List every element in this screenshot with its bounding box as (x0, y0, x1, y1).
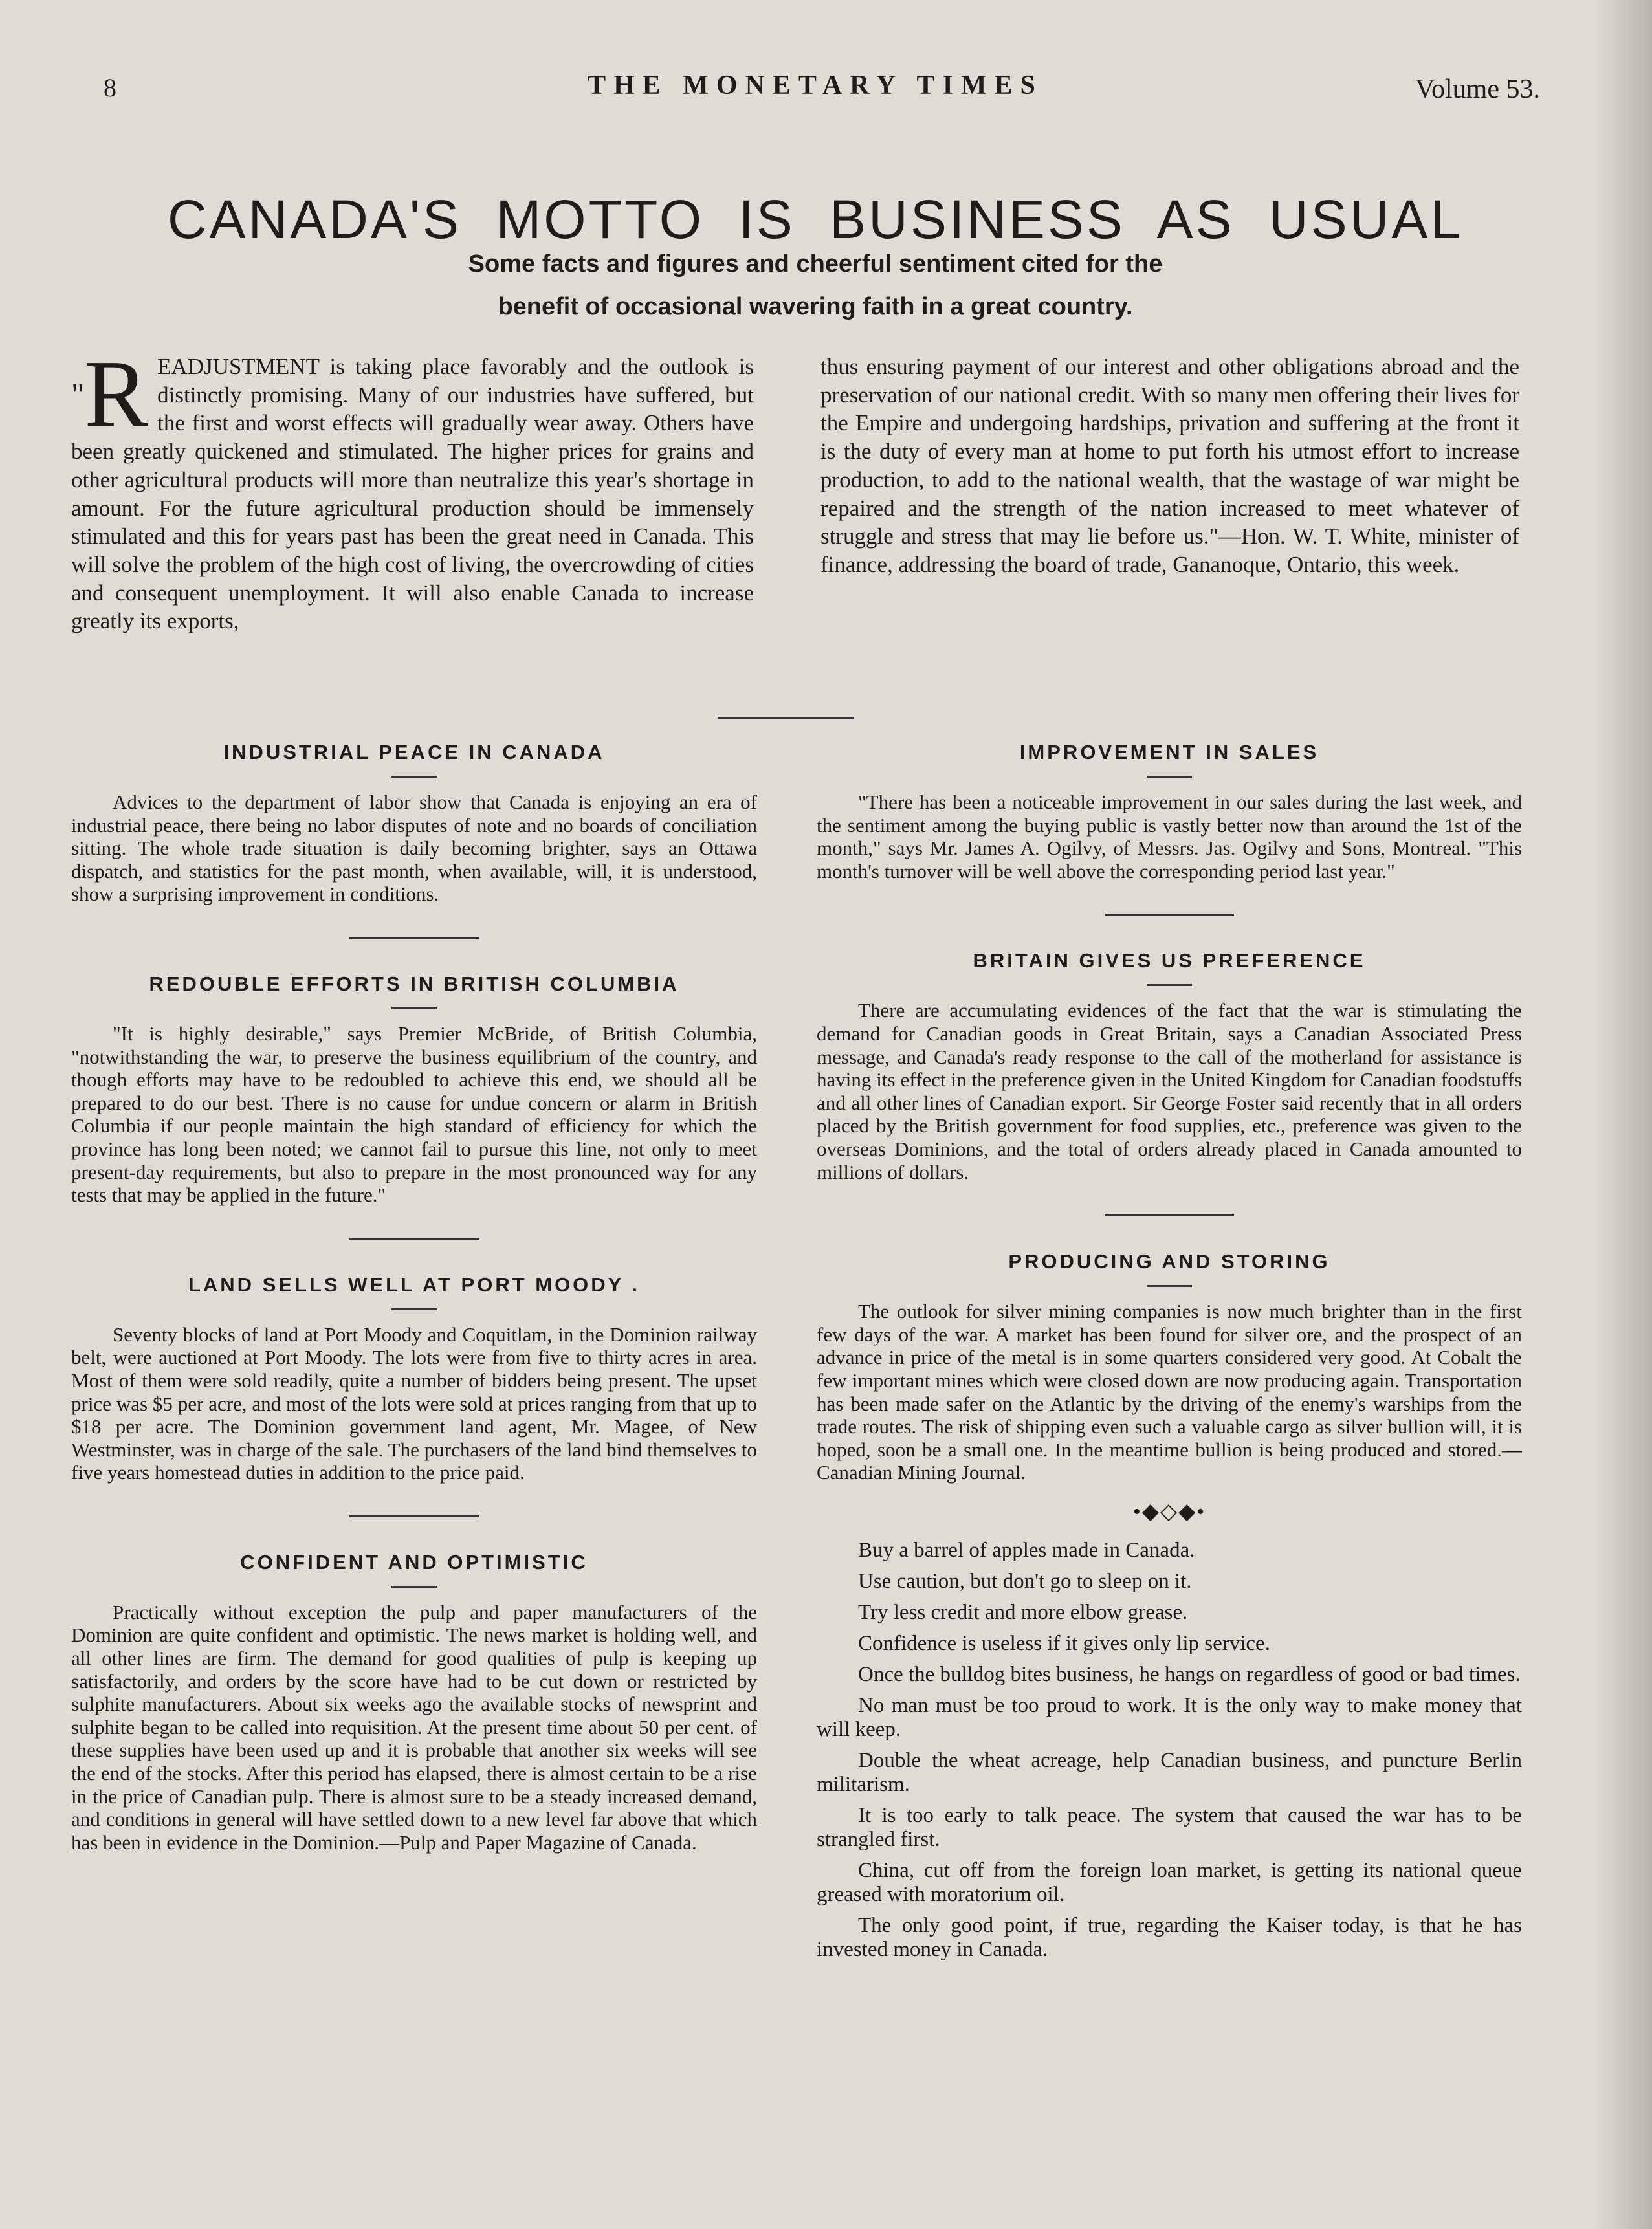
article-title: CANADA'S MOTTO IS BUSINESS AS USUAL (167, 189, 1464, 250)
ornament-divider: •◆◇◆• (1132, 1499, 1206, 1524)
maxim-item: Confidence is useless if it gives only lip service. (858, 1631, 1270, 1655)
masthead: THE MONETARY TIMES (588, 71, 1043, 100)
section-body: "There has been a noticeable improvement in our sales during the last week, and the sentiment among the buying public is vastly better now than around the 1st of the month," says Mr. James A. Ogilvy, of Messrs. Jas. Ogilvy and Sons, Montreal. "This month's turnover will be well above the corresponding period last year." (817, 791, 1522, 883)
section-british-columbia (71, 972, 757, 1207)
maxim-item: It is too early to talk peace. The system that caused the war has to be strangled first. (817, 1803, 1522, 1851)
maxim-item: Buy a barrel of apples made in Canada. (858, 1538, 1195, 1562)
section-body: There are accumulating evidences of the fact that the war is stimulating the demand for Canadian goods in Great Britain, says a Canadian Associated Press message, and Canada's ready response to the call of the motherland for assistance is having its effect in the preference given in the United Kingdom for Canadian foodstuffs and all other lines of Canadian export. Sir George Foster said recently that in all orders placed by the British government for food supplies, etc., preference was given to the overseas Dominions, and the total of orders already placed in Canada amounted to millions of dollars. (817, 999, 1522, 1183)
section-separator (349, 1238, 479, 1240)
heading-dash (1147, 776, 1192, 778)
maxim-item: China, cut off from the foreign loan market, is getting its national queue greased with moratorium oil. (817, 1858, 1522, 1906)
drop-cap (71, 341, 149, 447)
section-body: "It is highly desirable," says Premier McBride, of British Columbia, "notwithstanding the war, to preserve the business equilibrium of the country, and though efforts may have to be redoubled to achieve this end, we should all be prepared to do our best. There is no cause for undue concern or alarm in British Columbia if our people maintain the high standard of efficiency for which the province has long been noted; we cannot fail to pursue this line, not only to meet present-day requirements, but also to prepare in the most pronounced way for any tests that may be applied in the future." (71, 1022, 757, 1207)
page-header (97, 65, 1540, 104)
heading-dash (391, 1308, 437, 1310)
section-port-moody (71, 1273, 757, 1484)
section-separator (349, 937, 479, 939)
drop-cap-quote: " (71, 376, 85, 412)
section-heading: INDUSTRIAL PEACE IN CANADA (223, 741, 605, 763)
heading-dash (391, 1586, 437, 1588)
subtitle-line: Some facts and figures and cheerful sentiment cited for the (468, 250, 1163, 278)
heading-dash (1147, 1285, 1192, 1287)
subtitle-line: benefit of occasional wavering faith in a great country. (498, 293, 1133, 320)
volume-label: Volume 53. (1415, 74, 1540, 104)
section-separator (1105, 914, 1234, 916)
drop-cap-letter: R (84, 341, 149, 447)
left-column (71, 741, 757, 1854)
section-body: The outlook for silver mining companies is now much brighter than in the first few days of the war. A market has been found for silver ore, and the prospect of an advance in price of the metal is in some quarters considered very good. At Cobalt the few important mines which were closed down are now producing again. Transportation has been made safer on the Atlantic by the driving of the enemy's warships from the trade routes. The risk of shipping even such a valuable cargo as silver bullion will, it is hoped, soon be a small one. In the meantime bullion is being produced and stored.—Canadian Mining Journal. (817, 1300, 1522, 1484)
section-heading: CONFIDENT AND OPTIMISTIC (240, 1550, 588, 1574)
heading-dash (1147, 984, 1192, 986)
page-gutter-shadow (1594, 0, 1652, 2229)
heading-dash (391, 1007, 437, 1009)
section-improvement-sales (817, 741, 1522, 883)
intro-right-column: thus ensuring payment of our interest and other obligations abroad and the preservation of our national credit. With so many men offering their lives for the Empire and undergoing hardships, privation and suffering at the front it is the duty of every man at home to put forth his utmost effort to increase production, to add to the national wealth, that the wastage of war might be repaired and the strength of the nation increased to meet whatever of struggle and stress that may lie before us."—Hon. W. T. White, minister of finance, addressing the board of trade, Gananoque, Ontario, this week. (820, 354, 1519, 577)
section-industrial-peace (71, 741, 757, 906)
section-body: Practically without exception the pulp and paper manufacturers of the Dominion are quite confident and optimistic. The news market is holding well, and all other lines are firm. The demand for good qualities of pulp is keeping up satisfactorily, and orders by the score have had to be cut down or restricted by sulphite manufacturers. About six weeks ago the available stocks of newsprint and sulphite began to be called into requisition. At the present time about 50 per cent. of these supplies have been used up and it is probable that another six weeks will see the end of the stocks. After this period has elapsed, there is almost certain to be a rise in the price of Canadian pulp. There is almost sure to be a steady increased demand, and conditions in general will have settled down to a new level far above that which has been in evidence in the Dominion.—Pulp and Paper Magazine of Canada. (71, 1600, 757, 1854)
maxim-item: Once the bulldog bites business, he hangs on regardless of good or bad times. (858, 1662, 1521, 1686)
intro-left-text: EADJUSTMENT is taking place favorably and the outlook is distinctly promising. Many of our industries have suffered, but the first and worst effects will gradually wear away. Others have been greatly quickened and stimulated. The higher prices for grains and other agricultural products will more than neutralize this year's shortage in amount. For the future agricultural production should be immensely stimulated and this for years past has been the great need in Canada. This will solve the problem of the high cost of living, the overcrowding of cities and consequent unemployment. It will also enable Canada to increase greatly its exports, (71, 354, 754, 634)
article-subtitle (388, 243, 1242, 328)
section-heading: LAND SELLS WELL AT PORT MOODY . (188, 1273, 641, 1296)
section-heading: REDOUBLE EFFORTS IN BRITISH COLUMBIA (149, 972, 679, 995)
section-heading: PRODUCING AND STORING (1008, 1250, 1330, 1273)
maxim-item: Double the wheat acreage, help Canadian business, and puncture Berlin militarism. (817, 1748, 1522, 1796)
maxims-list (817, 1539, 1522, 1962)
section-britain-preference (817, 949, 1522, 1183)
maxim-item: The only good point, if true, regarding the Kaiser today, is that he has invested money in Canada. (817, 1913, 1522, 1961)
maxim-item: Try less credit and more elbow grease. (858, 1600, 1188, 1624)
intro-left-column (71, 341, 754, 635)
section-body: Seventy blocks of land at Port Moody and Coquitlam, in the Dominion railway belt, were auctioned at Port Moody. The lots were from five to thirty acres in area. Most of them were sold readily, quite a number of bidders being present. The upset price was $5 per acre, and most of the lots were sold at prices ranging from that up to $18 per acre. The Dominion government land agent, Mr. Magee, of New Westminster, was in charge of the sale. The purchasers of the land bind themselves to five years homestead duties in addition to the price paid. (71, 1323, 757, 1484)
heading-dash (391, 776, 437, 778)
maxim-item: Use caution, but don't go to sleep on it. (858, 1569, 1192, 1593)
section-heading: IMPROVEMENT IN SALES (1019, 741, 1319, 763)
section-confident-optimistic (71, 1551, 757, 1854)
section-separator (1105, 1214, 1234, 1216)
maxim-item: No man must be too proud to work. It is the only way to make money that will keep. (817, 1693, 1522, 1741)
section-heading: BRITAIN GIVES US PREFERENCE (973, 949, 1366, 972)
right-column (817, 741, 1522, 1969)
section-producing-storing (817, 1250, 1522, 1484)
section-separator (349, 1515, 479, 1517)
page-number: 8 (104, 73, 116, 102)
section-body: Advices to the department of labor show that Canada is enjoying an era of industrial peace, there being no labor disputes of note and no boards of conciliation sitting. The whole trade situation is daily becoming brighter, says an Ottawa dispatch, and statistics for the past month, when available, will, it is understood, show a surprising improvement in conditions. (71, 791, 757, 906)
intro-divider-rule (718, 717, 854, 719)
